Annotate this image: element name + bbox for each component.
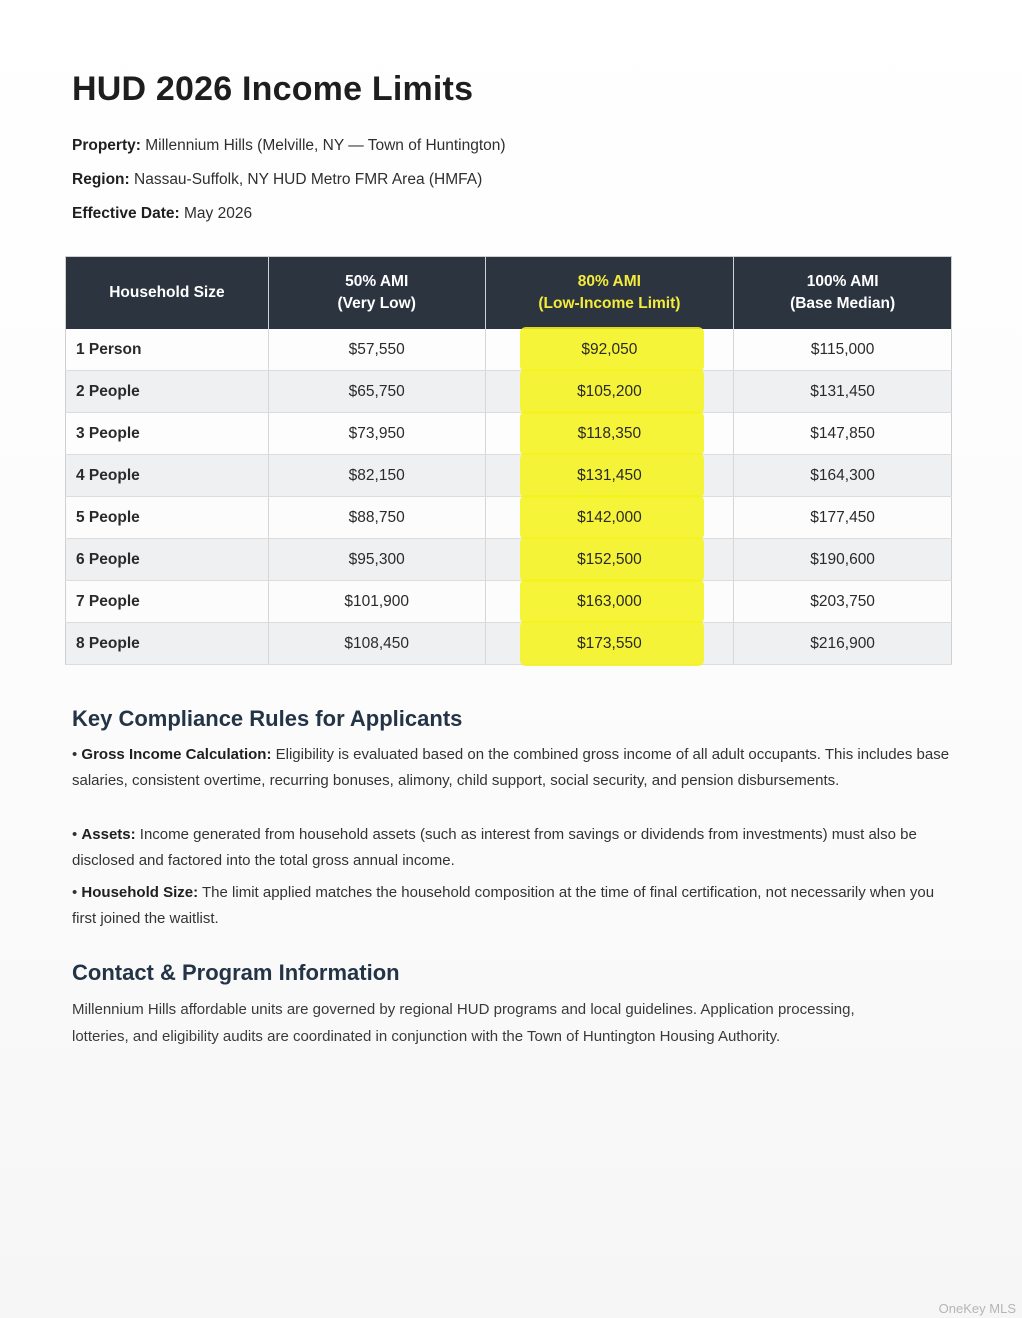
household-size-cell: 2 People [66,371,269,413]
compliance-heading: Key Compliance Rules for Applicants [72,706,463,731]
region-label: Region: [72,171,130,188]
table-row [66,455,952,497]
ami-80-cell [485,413,734,455]
cell-value: $163,000 [577,592,642,610]
ami-100-cell: $203,750 [734,581,952,623]
household-size-cell: 5 People [66,497,269,539]
ami-50-cell: $82,150 [268,455,485,497]
ami-80-cell [485,371,734,413]
rule-text: Eligibility is evaluated based on the combined gross income of all adult occupants. This includes base salaries, consistent overtime, recurring bonuses, alimony, child support, social security, and pension disbursements. [72,746,950,789]
table-row [66,497,952,539]
contact-heading: Contact & Program Information [72,960,400,985]
cell-value: $142,000 [577,508,642,526]
household-size-cell: 7 People [66,581,269,623]
rule-label: Household Size: [81,884,199,901]
ami-50-cell: $57,550 [268,329,485,371]
ami-50-cell: $101,900 [268,581,485,623]
rule-gross-income: • Gross Income Calculation: Eligibility is evaluated based on the combined gross income of all adult occupants. This includes base salaries, consistent overtime, recurring bonuses, alimony, child support, social security, and pension disbursements. [72,746,950,789]
household-size-cell: 8 People [66,623,269,665]
ami-80-cell [485,581,734,623]
rule-text: The limit applied matches the household composition at the time of final certification, not necessarily when you first joined the waitlist. [72,884,935,927]
cell-value: $92,050 [581,340,638,358]
cell-value: $131,450 [577,466,642,484]
effective-date-value: May 2026 [184,205,253,222]
cell-value: $105,200 [577,382,642,400]
ami-100-cell: $190,600 [734,539,952,581]
ami-50-cell: $73,950 [268,413,485,455]
ami-100-cell: $115,000 [734,329,952,371]
header-80-ami: 80% AMI (Low-Income Limit) [485,257,734,330]
income-limits-table [65,256,952,665]
ami-100-cell: $216,900 [734,623,952,665]
household-size-cell: 6 People [66,539,269,581]
ami-50-cell: $95,300 [268,539,485,581]
table-header-row [66,257,952,330]
table-row [66,413,952,455]
ami-50-cell: $88,750 [268,497,485,539]
rule-household-size: • Household Size: The limit applied matches the household composition at the time of final certification, not necessarily when you first joined the waitlist. [72,884,935,927]
cell-value: $118,350 [577,424,642,442]
property-value: Millennium Hills (Melville, NY — Town of Huntington) [145,137,506,154]
contact-text: Millennium Hills affordable units are governed by regional HUD programs and local guidelines. Application processing, lotteries, and eligibility audits are coordinated in conjunction with the Town of Huntington Housing Authority. [72,1001,855,1045]
rule-assets: • Assets: Income generated from household assets (such as interest from savings or dividends from investments) must also be disclosed and factored into the total gross annual income. [72,826,917,869]
region-line [72,171,482,189]
ami-50-cell: $108,450 [268,623,485,665]
effective-date-line [72,205,252,223]
table-row [66,329,952,371]
document-title: HUD 2026 Income Limits [72,70,474,108]
watermark: OneKey MLS [938,1301,1016,1316]
table-body [66,329,952,665]
ami-50-cell: $65,750 [268,371,485,413]
header-100-ami: 100% AMI (Base Median) [734,257,952,330]
property-label: Property: [72,137,141,154]
cell-value: $173,550 [577,634,642,652]
ami-80-cell [485,497,734,539]
ami-100-cell: $147,850 [734,413,952,455]
rule-text: Income generated from household assets (such as interest from savings or dividends from investments) must also be disclosed and factored into the total gross annual income. [72,826,917,869]
ami-100-cell: $131,450 [734,371,952,413]
ami-80-cell [485,329,734,371]
ami-80-cell [485,623,734,665]
household-size-cell: 4 People [66,455,269,497]
header-household-size: Household Size [66,257,269,330]
rule-label: Assets: [81,826,136,843]
header-50-ami: 50% AMI (Very Low) [268,257,485,330]
ami-100-cell: $164,300 [734,455,952,497]
table-row [66,623,952,665]
table-row [66,581,952,623]
table-row [66,539,952,581]
rule-label: Gross Income Calculation: [81,746,272,763]
ami-80-cell [485,539,734,581]
ami-80-cell [485,455,734,497]
table-row [66,371,952,413]
cell-value: $152,500 [577,550,642,568]
region-value: Nassau-Suffolk, NY HUD Metro FMR Area (HMFA) [134,171,483,188]
household-size-cell: 1 Person [66,329,269,371]
ami-100-cell: $177,450 [734,497,952,539]
property-line [72,137,506,155]
household-size-cell: 3 People [66,413,269,455]
effective-date-label: Effective Date: [72,205,180,222]
